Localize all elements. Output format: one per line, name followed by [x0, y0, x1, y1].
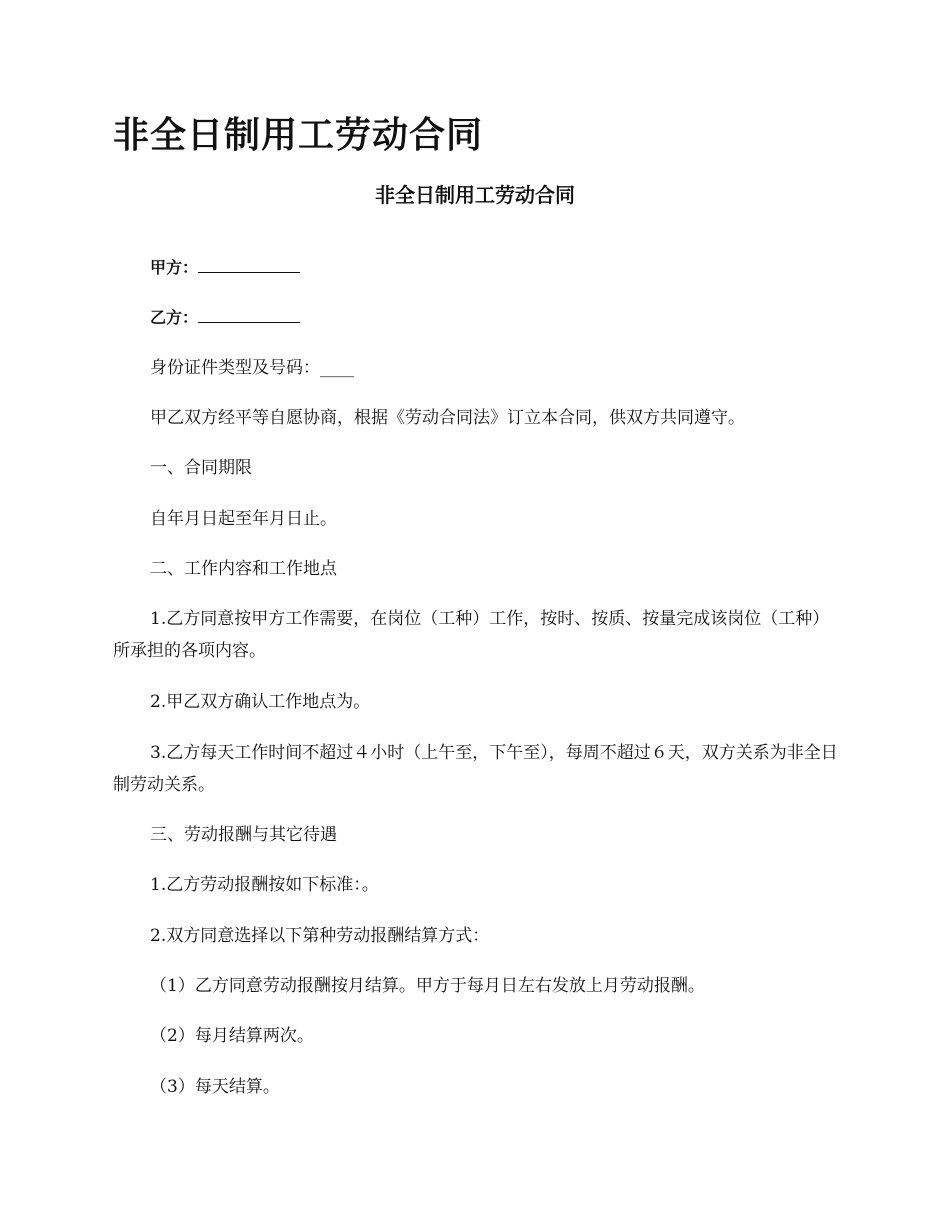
- work-item-3: 3.乙方每天工作时间不超过４小时（上午至，下午至），每周不超过６天，双方关系为非全日制劳动关系。: [113, 743, 838, 795]
- party-b-blank: [198, 302, 300, 323]
- party-b-line: [150, 302, 300, 334]
- pay-option-1: （1）乙方同意劳动报酬按月结算。甲方于每月日左右发放上月劳动报酬。: [150, 976, 705, 996]
- pay-item-1: 1.乙方劳动报酬按如下标准：。: [150, 875, 379, 895]
- section-work-title: 二、工作内容和工作地点: [150, 559, 337, 579]
- document-subtitle: 非全日制用工劳动合同: [375, 183, 575, 207]
- pay-option-3: （3）每天结算。: [150, 1077, 280, 1097]
- section-term-title: 一、合同期限: [150, 458, 252, 478]
- id-line: 身份证件类型及号码：____: [150, 358, 354, 378]
- work-item-2: 2.甲乙双方确认工作地点为。: [150, 692, 371, 712]
- pay-option-2: （2）每月结算两次。: [150, 1026, 314, 1046]
- party-b-label: 乙方：: [150, 308, 199, 327]
- pay-item-2: 2.双方同意选择以下第种劳动报酬结算方式：: [150, 926, 490, 946]
- preamble: 甲乙双方经平等自愿协商，根据《劳动合同法》订立本合同，供双方共同遵守。: [150, 408, 745, 428]
- party-a-blank: [198, 252, 300, 273]
- section-term-text: 自年月日起至年月日止。: [150, 509, 337, 529]
- party-a-label: 甲方：: [150, 258, 199, 277]
- document-heading: 非全日制用工劳动合同: [113, 115, 484, 156]
- section-pay-title: 三、劳动报酬与其它待遇: [150, 825, 337, 845]
- party-a-line: [150, 252, 300, 284]
- work-item-1: 1.乙方同意按甲方工作需要，在岗位（工种）工作，按时、按质、按量完成该岗位（工种）所承担的各项内容。: [113, 609, 830, 661]
